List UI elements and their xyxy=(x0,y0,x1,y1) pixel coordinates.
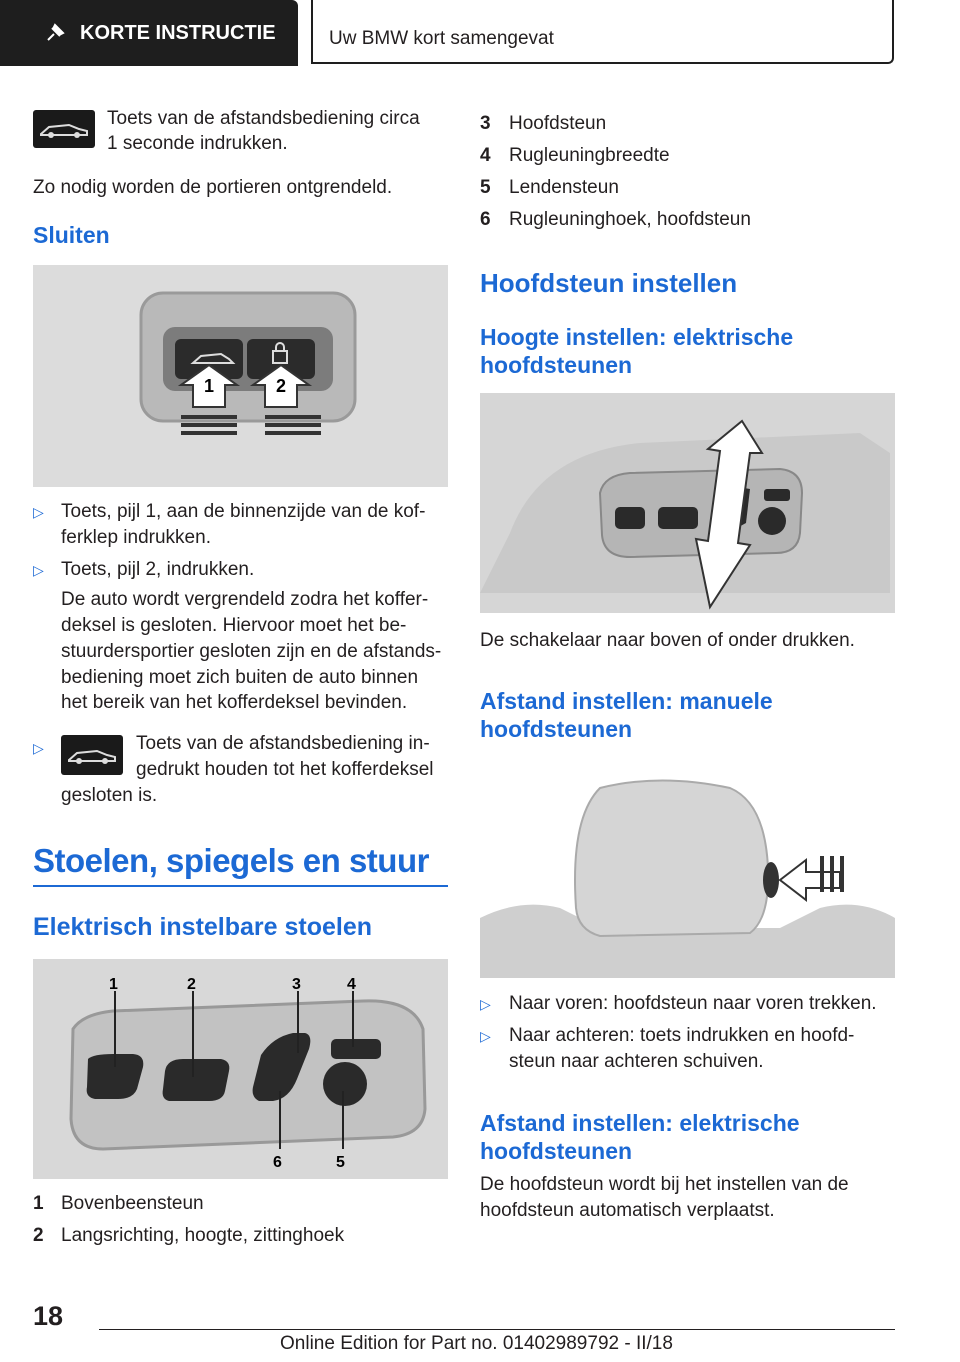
legend-text: Rugleuninghoek, hoofdsteun xyxy=(509,209,751,230)
section-tab[interactable] xyxy=(0,0,298,66)
sub2-bullet1: Naar voren: hoofdsteun naar voren trekken. xyxy=(509,993,877,1014)
seat-label-2: 2 xyxy=(187,976,196,993)
bullet-icon: ▷ xyxy=(33,740,44,756)
arrow-label-1: 1 xyxy=(204,376,215,396)
sub2-bullet2-line1: Naar achteren: toets indrukken en hoofd- xyxy=(509,1025,855,1046)
sub2-bullet2-line2: steun naar achteren schuiven. xyxy=(509,1051,764,1072)
seat-label-1: 1 xyxy=(109,976,118,993)
remote-note-line2: 1 seconde indrukken. xyxy=(107,133,288,154)
heading-rule xyxy=(33,885,448,887)
seat-label-5: 5 xyxy=(336,1154,345,1171)
chapter-heading: Stoelen, spiegels en stuur xyxy=(33,842,429,879)
legend-text: Langsrichting, hoogte, zittinghoek xyxy=(61,1225,345,1246)
bullet-icon: ▷ xyxy=(480,1028,491,1044)
bullet3-line1: Toets van de afstandsbediening in- xyxy=(136,733,430,754)
chapter-title-text: Uw BMW kort samengevat xyxy=(329,28,554,49)
trunk-car-icon xyxy=(33,110,95,148)
bullet2-para-3: stuurdersportier gesloten zijn en de afstands- xyxy=(61,641,442,662)
sub3-text-1: De hoofdsteun wordt bij het instellen van de xyxy=(480,1174,849,1195)
bullet1-line2: ferklep indrukken. xyxy=(61,527,211,548)
legend-text: Hoofdsteun xyxy=(509,113,607,134)
sub1-line1: Hoogte instellen: elektrische xyxy=(480,324,794,350)
section-tab-label: KORTE INSTRUCTIE xyxy=(80,21,276,44)
bullet-icon: ▷ xyxy=(33,504,44,520)
bullet2-para-2: deksel is gesloten. Hiervoor moet het be- xyxy=(61,615,407,636)
footer-rule xyxy=(99,1329,895,1330)
legend-num: 4 xyxy=(480,145,491,166)
bullet-icon: ▷ xyxy=(33,562,44,578)
height-switch-image xyxy=(480,393,895,613)
bullet2-para-1: De auto wordt vergrendeld zodra het koffer- xyxy=(61,589,429,610)
sluiten-heading: Sluiten xyxy=(33,222,110,248)
sub1-text: De schakelaar naar boven of onder drukken. xyxy=(480,630,855,651)
trunk-buttons-image xyxy=(33,265,448,487)
remote-key-icon xyxy=(61,735,123,775)
pin-icon xyxy=(44,22,66,44)
sub1-line2: hoofdsteunen xyxy=(480,352,633,378)
seats-heading: Elektrisch instelbare stoelen xyxy=(33,913,373,941)
remote-key-icon xyxy=(33,110,95,148)
sub3-text-2: hoofdsteun automatisch verplaatst. xyxy=(480,1200,775,1221)
seat-label-4: 4 xyxy=(347,976,356,993)
legend-num: 6 xyxy=(480,209,491,230)
legend-num: 5 xyxy=(480,177,491,198)
bullet2-line1: Toets, pijl 2, indrukken. xyxy=(61,559,255,580)
bullet1-line1: Toets, pijl 1, aan de binnenzijde van de kof- xyxy=(61,501,426,522)
legend-text: Lendensteun xyxy=(509,177,619,198)
chapter-title xyxy=(311,0,894,64)
unlock-note: Zo nodig worden de portieren ontgrendeld. xyxy=(33,177,393,198)
seat-controls-image xyxy=(33,959,448,1179)
seat-label-3: 3 xyxy=(292,976,301,993)
seat-label-6: 6 xyxy=(273,1154,282,1171)
legend-num: 1 xyxy=(33,1193,44,1214)
legend-num: 2 xyxy=(33,1225,44,1246)
bullet-icon: ▷ xyxy=(480,996,491,1012)
page-number: 18 xyxy=(33,1301,64,1331)
sub3-line2: hoofdsteunen xyxy=(480,1138,633,1164)
legend-text: Rugleuningbreedte xyxy=(509,145,670,166)
legend-text: Bovenbeensteun xyxy=(61,1193,204,1214)
arrow-label-2: 2 xyxy=(276,376,287,396)
trunk-car-icon xyxy=(61,735,123,775)
edition-note: Online Edition for Part no. 01402989792 - II/18 xyxy=(280,1333,673,1354)
headrest-image xyxy=(480,758,895,978)
remote-note-line1: Toets van de afstandsbediening circa xyxy=(107,108,420,129)
sub2-line2: hoofdsteunen xyxy=(480,716,633,742)
bullet3-line3: gesloten is. xyxy=(61,785,158,806)
headrest-heading: Hoofdsteun instellen xyxy=(480,268,738,298)
sub2-line1: Afstand instellen: manuele xyxy=(480,688,773,714)
bullet3-line2: gedrukt houden tot het kofferdeksel xyxy=(136,759,434,780)
bullet2-para-4: bediening moet zich buiten de auto binnen xyxy=(61,667,419,688)
legend-num: 3 xyxy=(480,113,491,134)
sub3-line1: Afstand instellen: elektrische xyxy=(480,1110,800,1136)
bullet2-para-5: het bereik van het kofferdeksel bevinden. xyxy=(61,692,408,713)
